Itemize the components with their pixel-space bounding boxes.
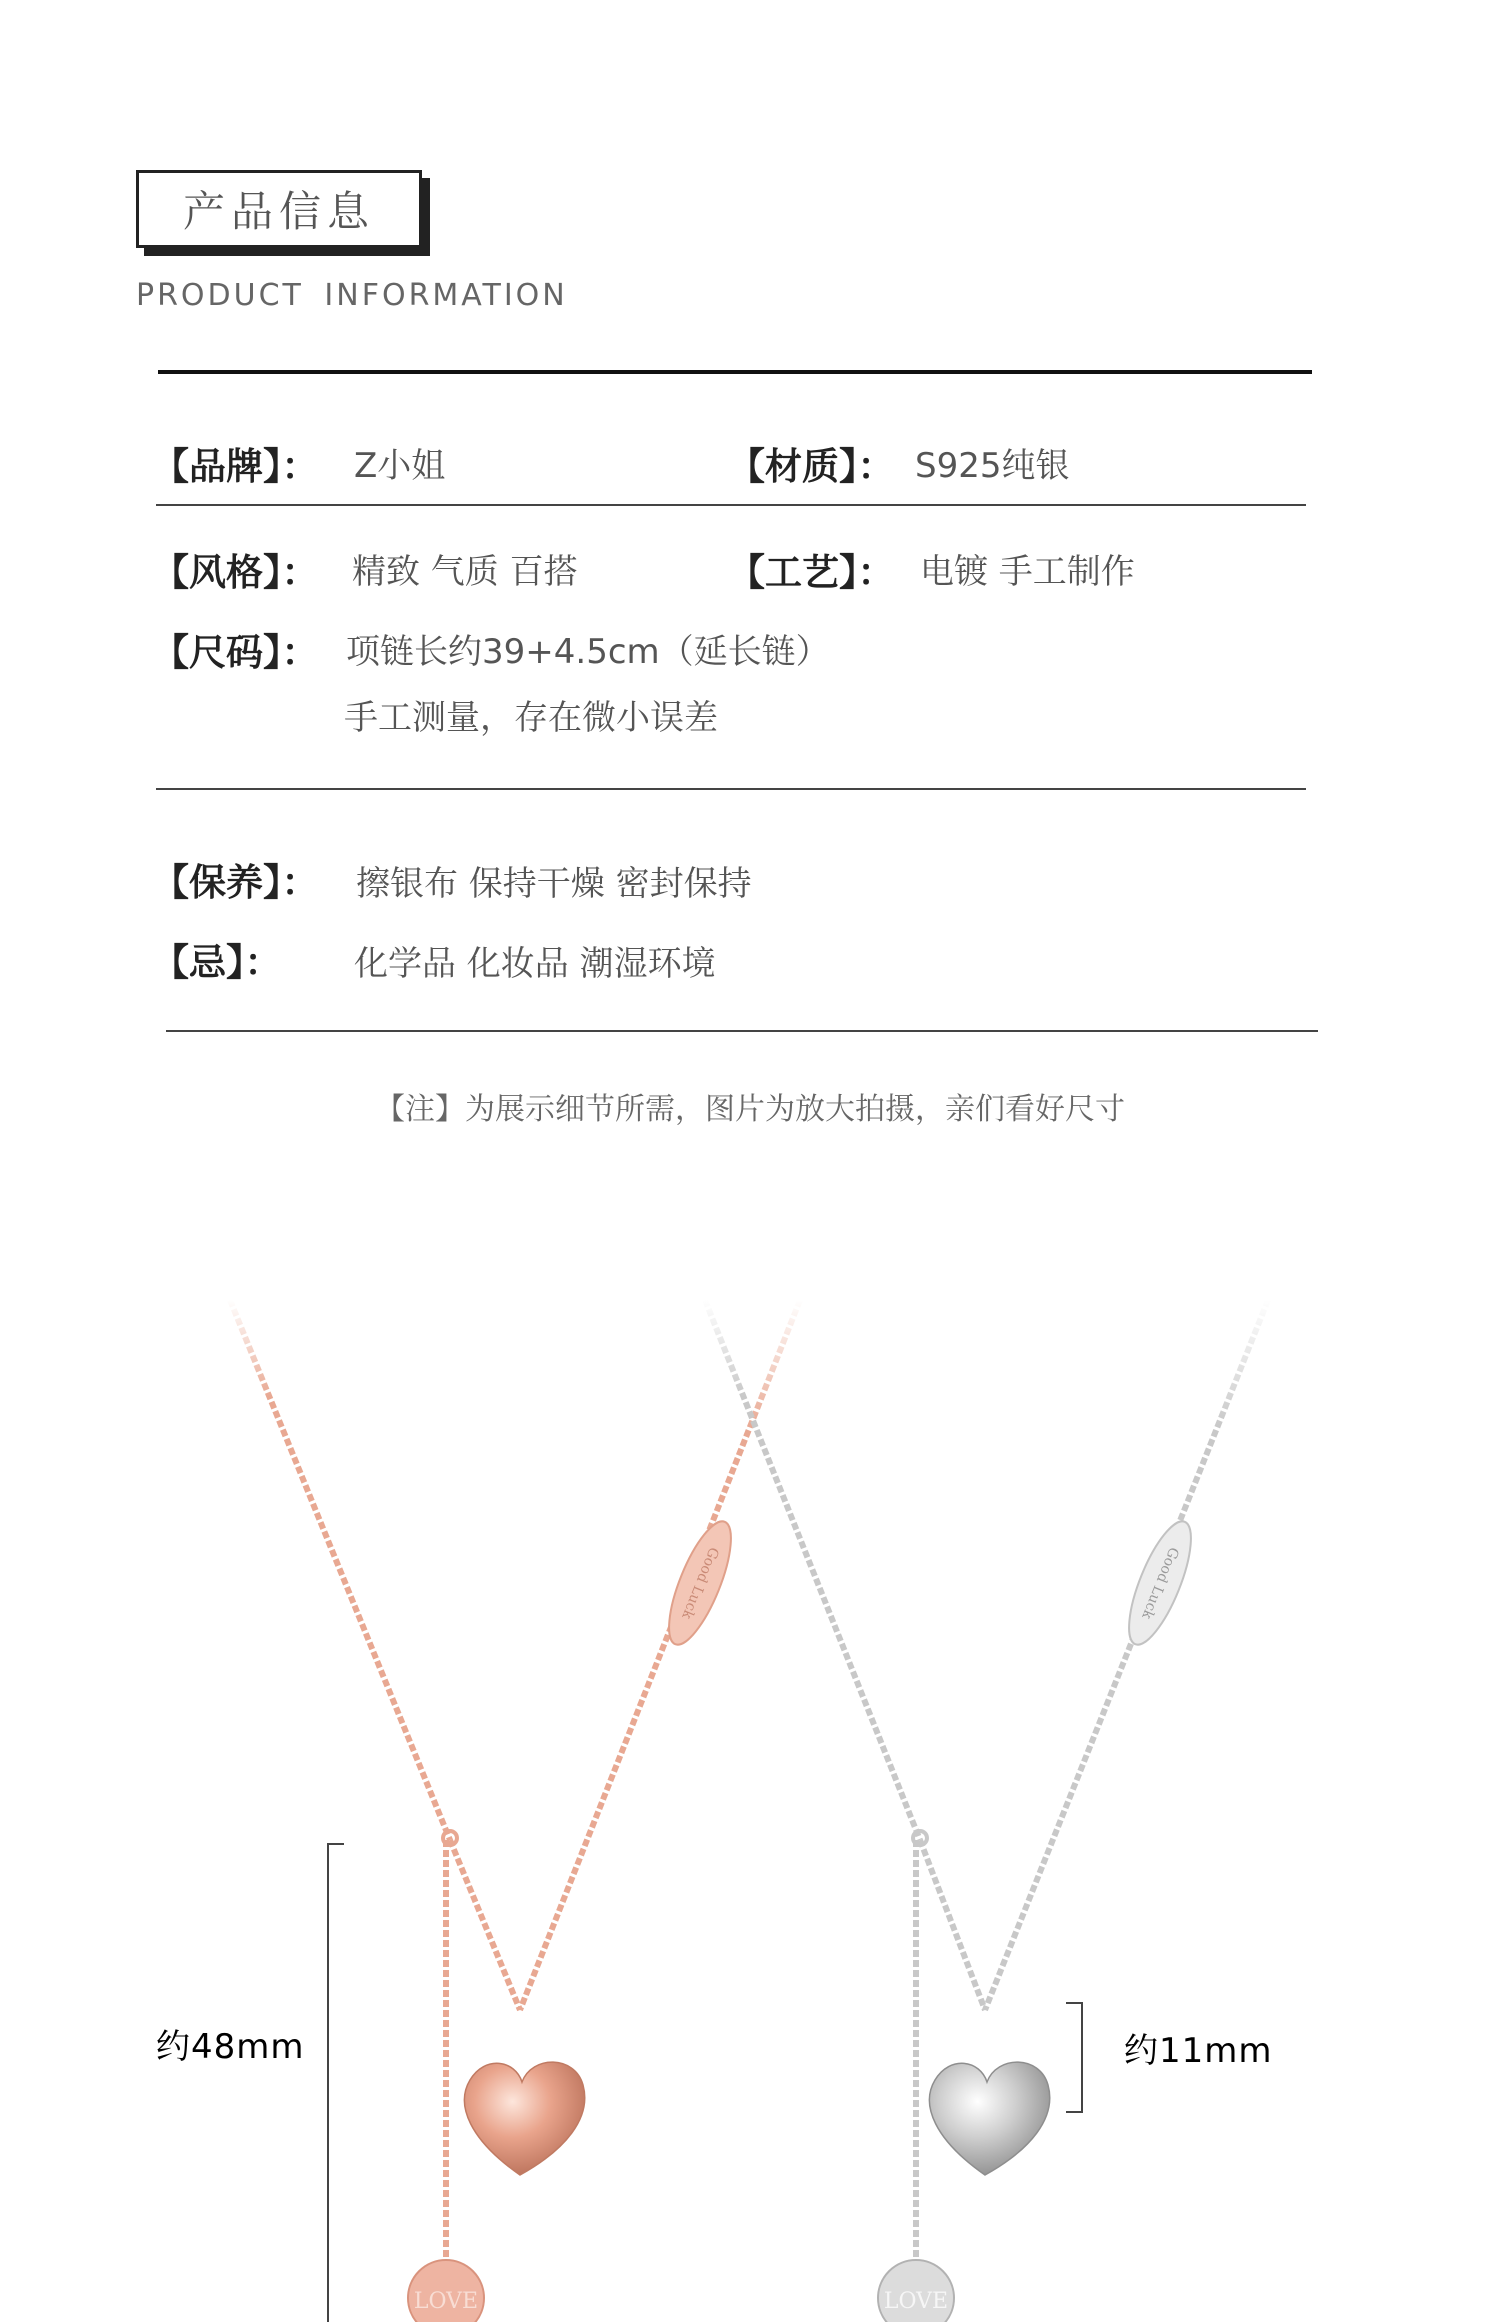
care-value: 擦银布 保持干燥 密封保持 [356,864,752,904]
silver-tag-text: Good Luck [1138,1544,1182,1622]
silver-heart-pendant [929,2062,1049,2175]
avoid-label: 【忌】： [152,941,282,984]
length-bracket [328,1844,344,2322]
style-value: 精致 气质 百搭 [352,552,578,592]
silver-good-luck-tag [1117,1514,1204,1651]
silver-love-coin [878,2260,954,2322]
rose-good-luck-tag [657,1514,744,1651]
avoid-value: 化学品 化妆品 潮湿环境 [354,944,716,984]
divider-1 [156,504,1306,506]
section-title: 产品信息 [182,187,375,236]
silver-necklace [705,1300,1268,2322]
header-divider [158,370,1312,374]
craft-label: 【工艺】： [728,551,895,594]
brand-label: 【品牌】： [152,445,319,488]
size-value-line1: 项链长约39+4.5cm（延长链） [346,632,830,672]
silver-coin-text: LOVE [883,2289,949,2314]
rose-love-coin [408,2260,484,2322]
care-label: 【保养】： [152,861,319,904]
material-label: 【材质】： [728,445,895,488]
necklace-product-image [0,1270,1500,2322]
pendant-dimension-label: 约11mm [1124,2031,1273,2071]
section-title-box [136,170,422,248]
rose-coin-text: LOVE [413,2289,479,2314]
size-label: 【尺码】： [152,631,319,674]
brand-value: Z小姐 [354,446,446,486]
length-dimension-label: 约48mm [156,2027,305,2067]
section-subtitle: PRODUCT INFORMATION [136,278,568,313]
pendant-bracket [1066,2003,1082,2112]
rose-heart-pendant [464,2062,584,2175]
divider-2 [156,788,1306,790]
craft-value: 电镀 手工制作 [920,552,1135,592]
size-value-line2: 手工测量，存在微小误差 [344,698,718,738]
material-value: S925纯银 [915,446,1070,486]
divider-3 [166,1030,1318,1032]
size-note: 【注】为展示细节所需，图片为放大拍摄，亲们看好尺寸 [375,1092,1125,1127]
style-label: 【风格】： [152,551,319,594]
rose-gold-necklace [230,1300,800,2322]
rose-tag-text: Good Luck [678,1544,722,1622]
